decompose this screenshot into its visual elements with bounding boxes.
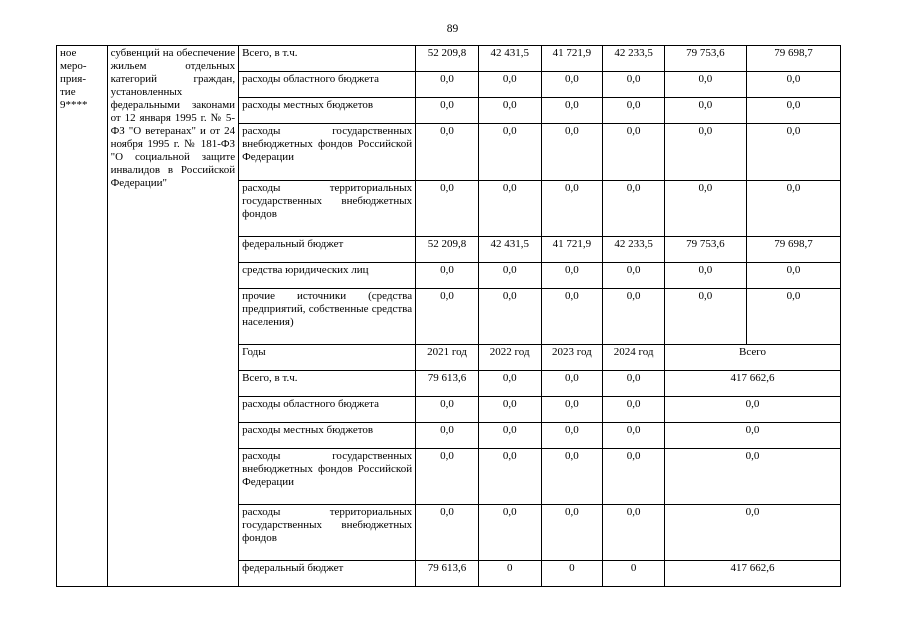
years-header-label: Годы (239, 345, 416, 371)
value-cell: 0 (478, 561, 541, 587)
event-description-cell: субвенций на обеспечение жильем отдельных категорий граждан, установленных федеральными законами от 12 января 1995 г. № 5-ФЗ "О ветеранах" и от 24 ноября 1995 г. № 181-ФЗ "О социальной защите инвалидов в Российской Федерации" (107, 46, 239, 587)
value-cell: 0 (541, 561, 603, 587)
value-cell: 0,0 (746, 98, 840, 124)
value-cell: 0,0 (746, 289, 840, 345)
total-cell: 0,0 (664, 449, 840, 505)
value-cell: 0,0 (541, 289, 603, 345)
event-cell-line: меро- (60, 60, 87, 72)
value-cell: 0,0 (746, 181, 840, 237)
value-cell: 0,0 (478, 423, 541, 449)
row-label: расходы областного бюджета (239, 72, 416, 98)
total-cell: 0,0 (664, 505, 840, 561)
value-cell: 52 209,8 (416, 46, 479, 72)
value-cell: 0,0 (603, 124, 665, 181)
row-label: Всего, в т.ч. (239, 371, 416, 397)
value-cell: 0,0 (416, 423, 479, 449)
value-cell: 0,0 (416, 397, 479, 423)
event-number-cell (57, 46, 108, 587)
value-cell: 0,0 (541, 98, 603, 124)
year-header: 2021 год (416, 345, 479, 371)
value-cell: 0,0 (478, 397, 541, 423)
value-cell: 0,0 (416, 98, 479, 124)
value-cell: 42 431,5 (478, 46, 541, 72)
value-cell: 0,0 (603, 449, 665, 505)
value-cell: 0,0 (478, 263, 541, 289)
row-label: Всего, в т.ч. (239, 46, 416, 72)
value-cell: 42 233,5 (603, 46, 665, 72)
value-cell: 0,0 (664, 124, 746, 181)
value-cell: 0,0 (541, 423, 603, 449)
event-cell-line: прия- (60, 73, 86, 85)
value-cell: 0,0 (664, 98, 746, 124)
row-label: расходы территориальных государственных внебюджетных фондов (239, 181, 416, 237)
value-cell: 0,0 (746, 72, 840, 98)
row-label: расходы государственных внебюджетных фондов Российской Федерации (239, 124, 416, 181)
year-header: 2023 год (541, 345, 603, 371)
value-cell: 79 613,6 (416, 561, 479, 587)
row-label: расходы областного бюджета (239, 397, 416, 423)
value-cell: 0,0 (664, 263, 746, 289)
row-label: федеральный бюджет (239, 237, 416, 263)
value-cell: 0,0 (603, 72, 665, 98)
value-cell: 0,0 (416, 449, 479, 505)
value-cell: 0,0 (603, 423, 665, 449)
table-row (57, 46, 841, 72)
value-cell: 0,0 (416, 124, 479, 181)
row-label: расходы местных бюджетов (239, 98, 416, 124)
value-cell: 0,0 (416, 263, 479, 289)
value-cell: 0,0 (478, 181, 541, 237)
page-number: 89 (446, 23, 459, 35)
value-cell: 0,0 (416, 181, 479, 237)
value-cell: 0,0 (416, 72, 479, 98)
value-cell: 0,0 (416, 289, 479, 345)
value-cell: 42 431,5 (478, 237, 541, 263)
value-cell: 0,0 (603, 98, 665, 124)
value-cell: 0,0 (416, 505, 479, 561)
total-cell: 417 662,6 (664, 371, 840, 397)
row-label: прочие источники (средства предприятий, собственные средства населения) (239, 289, 416, 345)
row-label: расходы государственных внебюджетных фондов Российской Федерации (239, 449, 416, 505)
value-cell: 0,0 (478, 98, 541, 124)
value-cell: 52 209,8 (416, 237, 479, 263)
year-header: 2024 год (603, 345, 665, 371)
value-cell: 0,0 (746, 124, 840, 181)
value-cell: 0,0 (478, 72, 541, 98)
value-cell: 79 613,6 (416, 371, 479, 397)
value-cell: 0,0 (603, 181, 665, 237)
total-cell: 0,0 (664, 397, 840, 423)
value-cell: 0,0 (541, 263, 603, 289)
value-cell: 0,0 (541, 181, 603, 237)
total-cell: 0,0 (664, 423, 840, 449)
value-cell: 0,0 (478, 371, 541, 397)
value-cell: 0,0 (664, 72, 746, 98)
value-cell: 0 (603, 561, 665, 587)
value-cell: 0,0 (541, 72, 603, 98)
value-cell: 0,0 (664, 181, 746, 237)
value-cell: 0,0 (603, 397, 665, 423)
value-cell: 0,0 (603, 263, 665, 289)
value-cell: 0,0 (478, 505, 541, 561)
value-cell: 42 233,5 (603, 237, 665, 263)
event-cell-line: ное (60, 47, 77, 59)
row-label: федеральный бюджет (239, 561, 416, 587)
value-cell: 0,0 (541, 124, 603, 181)
value-cell: 79 698,7 (746, 46, 840, 72)
row-label: расходы территориальных государственных внебюджетных фондов (239, 505, 416, 561)
value-cell: 41 721,9 (541, 46, 603, 72)
row-label: средства юридических лиц (239, 263, 416, 289)
value-cell: 79 753,6 (664, 46, 746, 72)
value-cell: 0,0 (664, 289, 746, 345)
value-cell: 0,0 (603, 371, 665, 397)
value-cell: 79 753,6 (664, 237, 746, 263)
value-cell: 0,0 (478, 449, 541, 505)
event-cell-line: 9**** (60, 99, 88, 111)
value-cell: 0,0 (603, 505, 665, 561)
value-cell: 79 698,7 (746, 237, 840, 263)
row-label: расходы местных бюджетов (239, 423, 416, 449)
value-cell: 0,0 (541, 371, 603, 397)
event-cell-line: тие (60, 86, 76, 98)
value-cell: 0,0 (478, 289, 541, 345)
value-cell: 0,0 (541, 449, 603, 505)
value-cell: 0,0 (541, 397, 603, 423)
value-cell: 0,0 (746, 263, 840, 289)
value-cell: 0,0 (478, 124, 541, 181)
value-cell: 0,0 (603, 289, 665, 345)
value-cell: 41 721,9 (541, 237, 603, 263)
value-cell: 0,0 (541, 505, 603, 561)
total-header: Всего (664, 345, 840, 371)
year-header: 2022 год (478, 345, 541, 371)
total-cell: 417 662,6 (664, 561, 840, 587)
funding-table (56, 45, 841, 587)
